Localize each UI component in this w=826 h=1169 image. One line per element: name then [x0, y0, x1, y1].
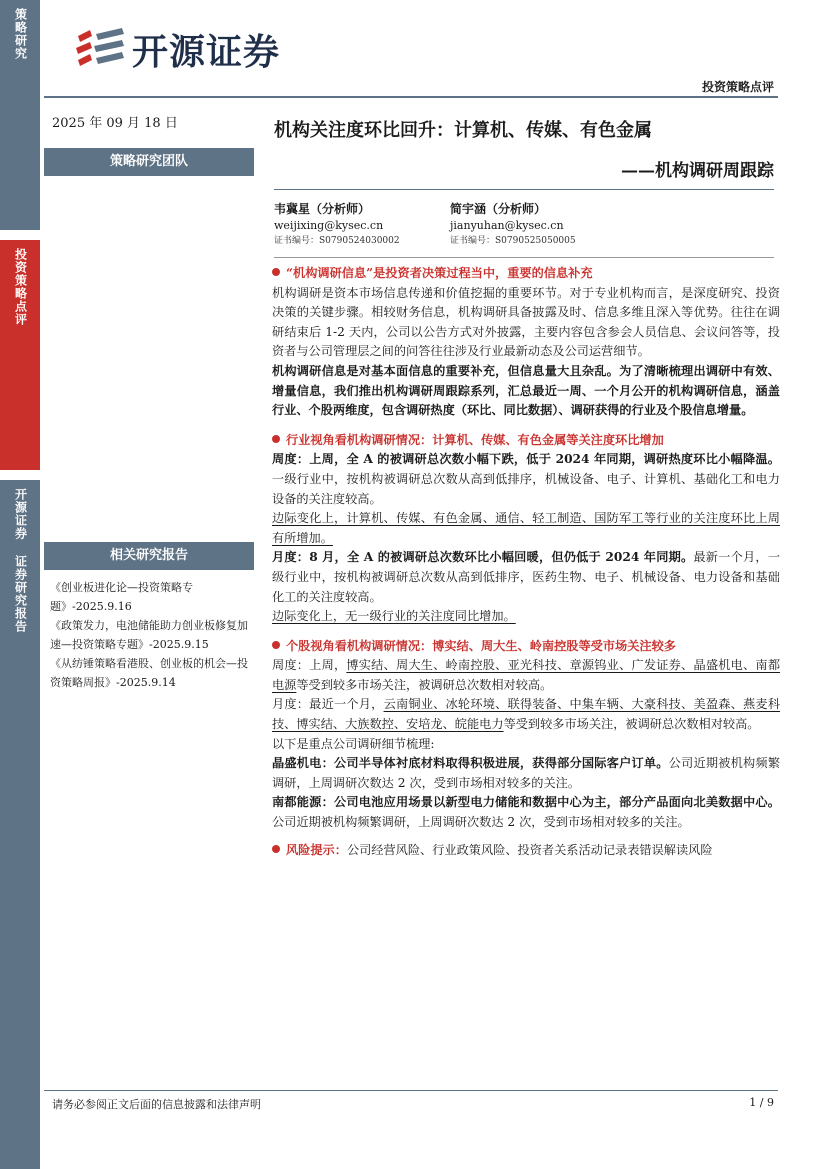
paragraph: 以下是重点公司调研细节梳理: — [272, 736, 435, 751]
bullet-icon — [272, 268, 280, 276]
risk-warning: 风险提示：公司经营风险、行业政策风险、投资者关系活动记录表错误解读风险 — [272, 841, 780, 861]
paragraph: 周度：上周，博实结、周大生、岭南控股、亚光科技、章源钨业、广发证券、晶盛机电、南都电源等受到较多市场关注，被调研总次数相对较高。 — [272, 658, 781, 692]
brand-logo — [76, 24, 280, 74]
title-divider — [274, 189, 774, 190]
header-divider — [44, 96, 778, 98]
related-reports-title: 相关研究报告 — [44, 542, 254, 570]
section-heading: 行业视角看机构调研情况：计算机、传媒、有色金属等关注度环比增加 — [272, 431, 780, 451]
paragraph: 机构调研信息是对基本面信息的重要补充，但信息量大且杂乱。为了清晰梳理出调研中有效、增量信息，我们推出机构调研周跟踪系列，汇总最近一周、一个月公开的机构调研信息，涵盖行业、个股两维度，包含调研热度（环比、同比数据）、调研获得的行业及个股信息增量。 — [272, 363, 780, 418]
paragraph: 月度：8 月，全 A 的被调研总次数环比小幅回暖，但仍低于 2024 年同期。最新一个月，一级行业中，按机构被调研总次数从高到低排序，医药生物、电子、机械设备、电力设备和基础化工的关注度较高。 — [272, 550, 781, 604]
related-report-link[interactable]: 《政策发力，电池储能助力创业板修复加速—投资策略专题》-2025.9.15 — [50, 619, 248, 651]
related-reports-list — [50, 578, 254, 692]
report-title: 机构关注度环比回升：计算机、传媒、有色金属 — [274, 120, 652, 141]
bullet-icon — [272, 435, 280, 443]
analyst-email[interactable]: jianyuhan@kysec.cn — [450, 219, 564, 232]
analyst-divider — [274, 257, 774, 258]
footer-divider — [44, 1090, 778, 1091]
section-heading: “机构调研信息”是投资者决策过程当中，重要的信息补充 — [272, 264, 780, 284]
analyst-cert: 证书编号：S0790525050005 — [450, 236, 576, 246]
paragraph: 机构调研是资本市场信息传递和价值挖掘的重要环节。对于专业机构而言，是深度研究、投资决策的关键步骤。相较财务信息，机构调研具备披露及时、信息多维且深入等优势。往往在调研结束后 1-2 天内，公司以公告方式对外披露，主要内容包含参会人员信息、会议问答等，投资者与公司管理层之间的问答往往涉及行业最新动态及公司运营细节。 — [272, 285, 780, 359]
paragraph: 月度：最近一个月，云南铜业、冰轮环境、联得装备、中集车辆、大豪科技、美盈森、燕麦科技、博实结、大族数控、安培龙、皖能电力等受到较多市场关注，被调研总次数相对较高。 — [272, 697, 781, 732]
paragraph: 晶盛机电：公司半导体衬底材料取得积极进展，获得部分国际客户订单。公司近期被机构频繁调研，上周调研次数达 2 次，受到市场相对较多的关注。 — [272, 756, 781, 790]
brand-mark-icon — [76, 26, 126, 72]
related-report-link[interactable]: 《创业板进化论—投资策略专题》-2025.9.16 — [50, 581, 193, 613]
analyst-name: 简宇涵（分析师） — [450, 202, 547, 216]
brand-name: 开源证券 — [132, 31, 281, 73]
paragraph: 周度：上周，全 A 的被调研总次数小幅下跌，低于 2024 年同期，调研热度环比小幅降温。一级行业中，按机构被调研总次数从高到低排序，机械设备、电子、计算机、基础化工和电力设备的关注度较高。 — [272, 452, 780, 506]
side-tab-report-type: 投资策略点评 — [0, 240, 40, 470]
report-date: 2025 年 09 月 18 日 — [52, 116, 178, 131]
team-label: 策略研究团队 — [44, 148, 254, 176]
report-summary — [272, 262, 780, 860]
analyst-name: 韦冀星（分析师） — [274, 202, 371, 216]
document-type: 投资策略点评 — [701, 80, 774, 94]
paragraph: 边际变化上，无一级行业的关注度同比增加。 — [272, 609, 516, 624]
footer-disclaimer: 请务必参阅正文后面的信息披露和法律声明 — [52, 1098, 261, 1111]
paragraph: 边际变化上，计算机、传媒、有色金属、通信、轻工制造、国防军工等行业的关注度环比上周有所增加。 — [272, 511, 780, 545]
paragraph: 南都能源：公司电池应用场景以新型电力储能和数据中心为主，部分产品面向北美数据中心。公司近期被机构频繁调研，上周调研次数达 2 次，受到市场相对较多的关注。 — [272, 795, 780, 830]
bullet-icon — [272, 641, 280, 649]
related-report-link[interactable]: 《从纺锤策略看港股、创业板的机会—投资策略周报》-2025.9.14 — [50, 657, 248, 689]
side-tab-strategy: 策略研究 — [0, 0, 40, 230]
analyst-1 — [274, 200, 444, 248]
analyst-email[interactable]: weijixing@kysec.cn — [274, 219, 384, 232]
analyst-cert: 证书编号：S0790524030002 — [274, 236, 400, 246]
analyst-2 — [450, 200, 620, 248]
side-tab-brand: 开源证券 证券研究报告 — [0, 480, 40, 1169]
report-subtitle: ——机构调研周跟踪 — [621, 161, 774, 181]
section-heading: 个股视角看机构调研情况：博实结、周大生、岭南控股等受市场关注较多 — [272, 637, 780, 657]
bullet-icon — [272, 845, 280, 853]
page-number: 1 / 9 — [749, 1096, 774, 1109]
